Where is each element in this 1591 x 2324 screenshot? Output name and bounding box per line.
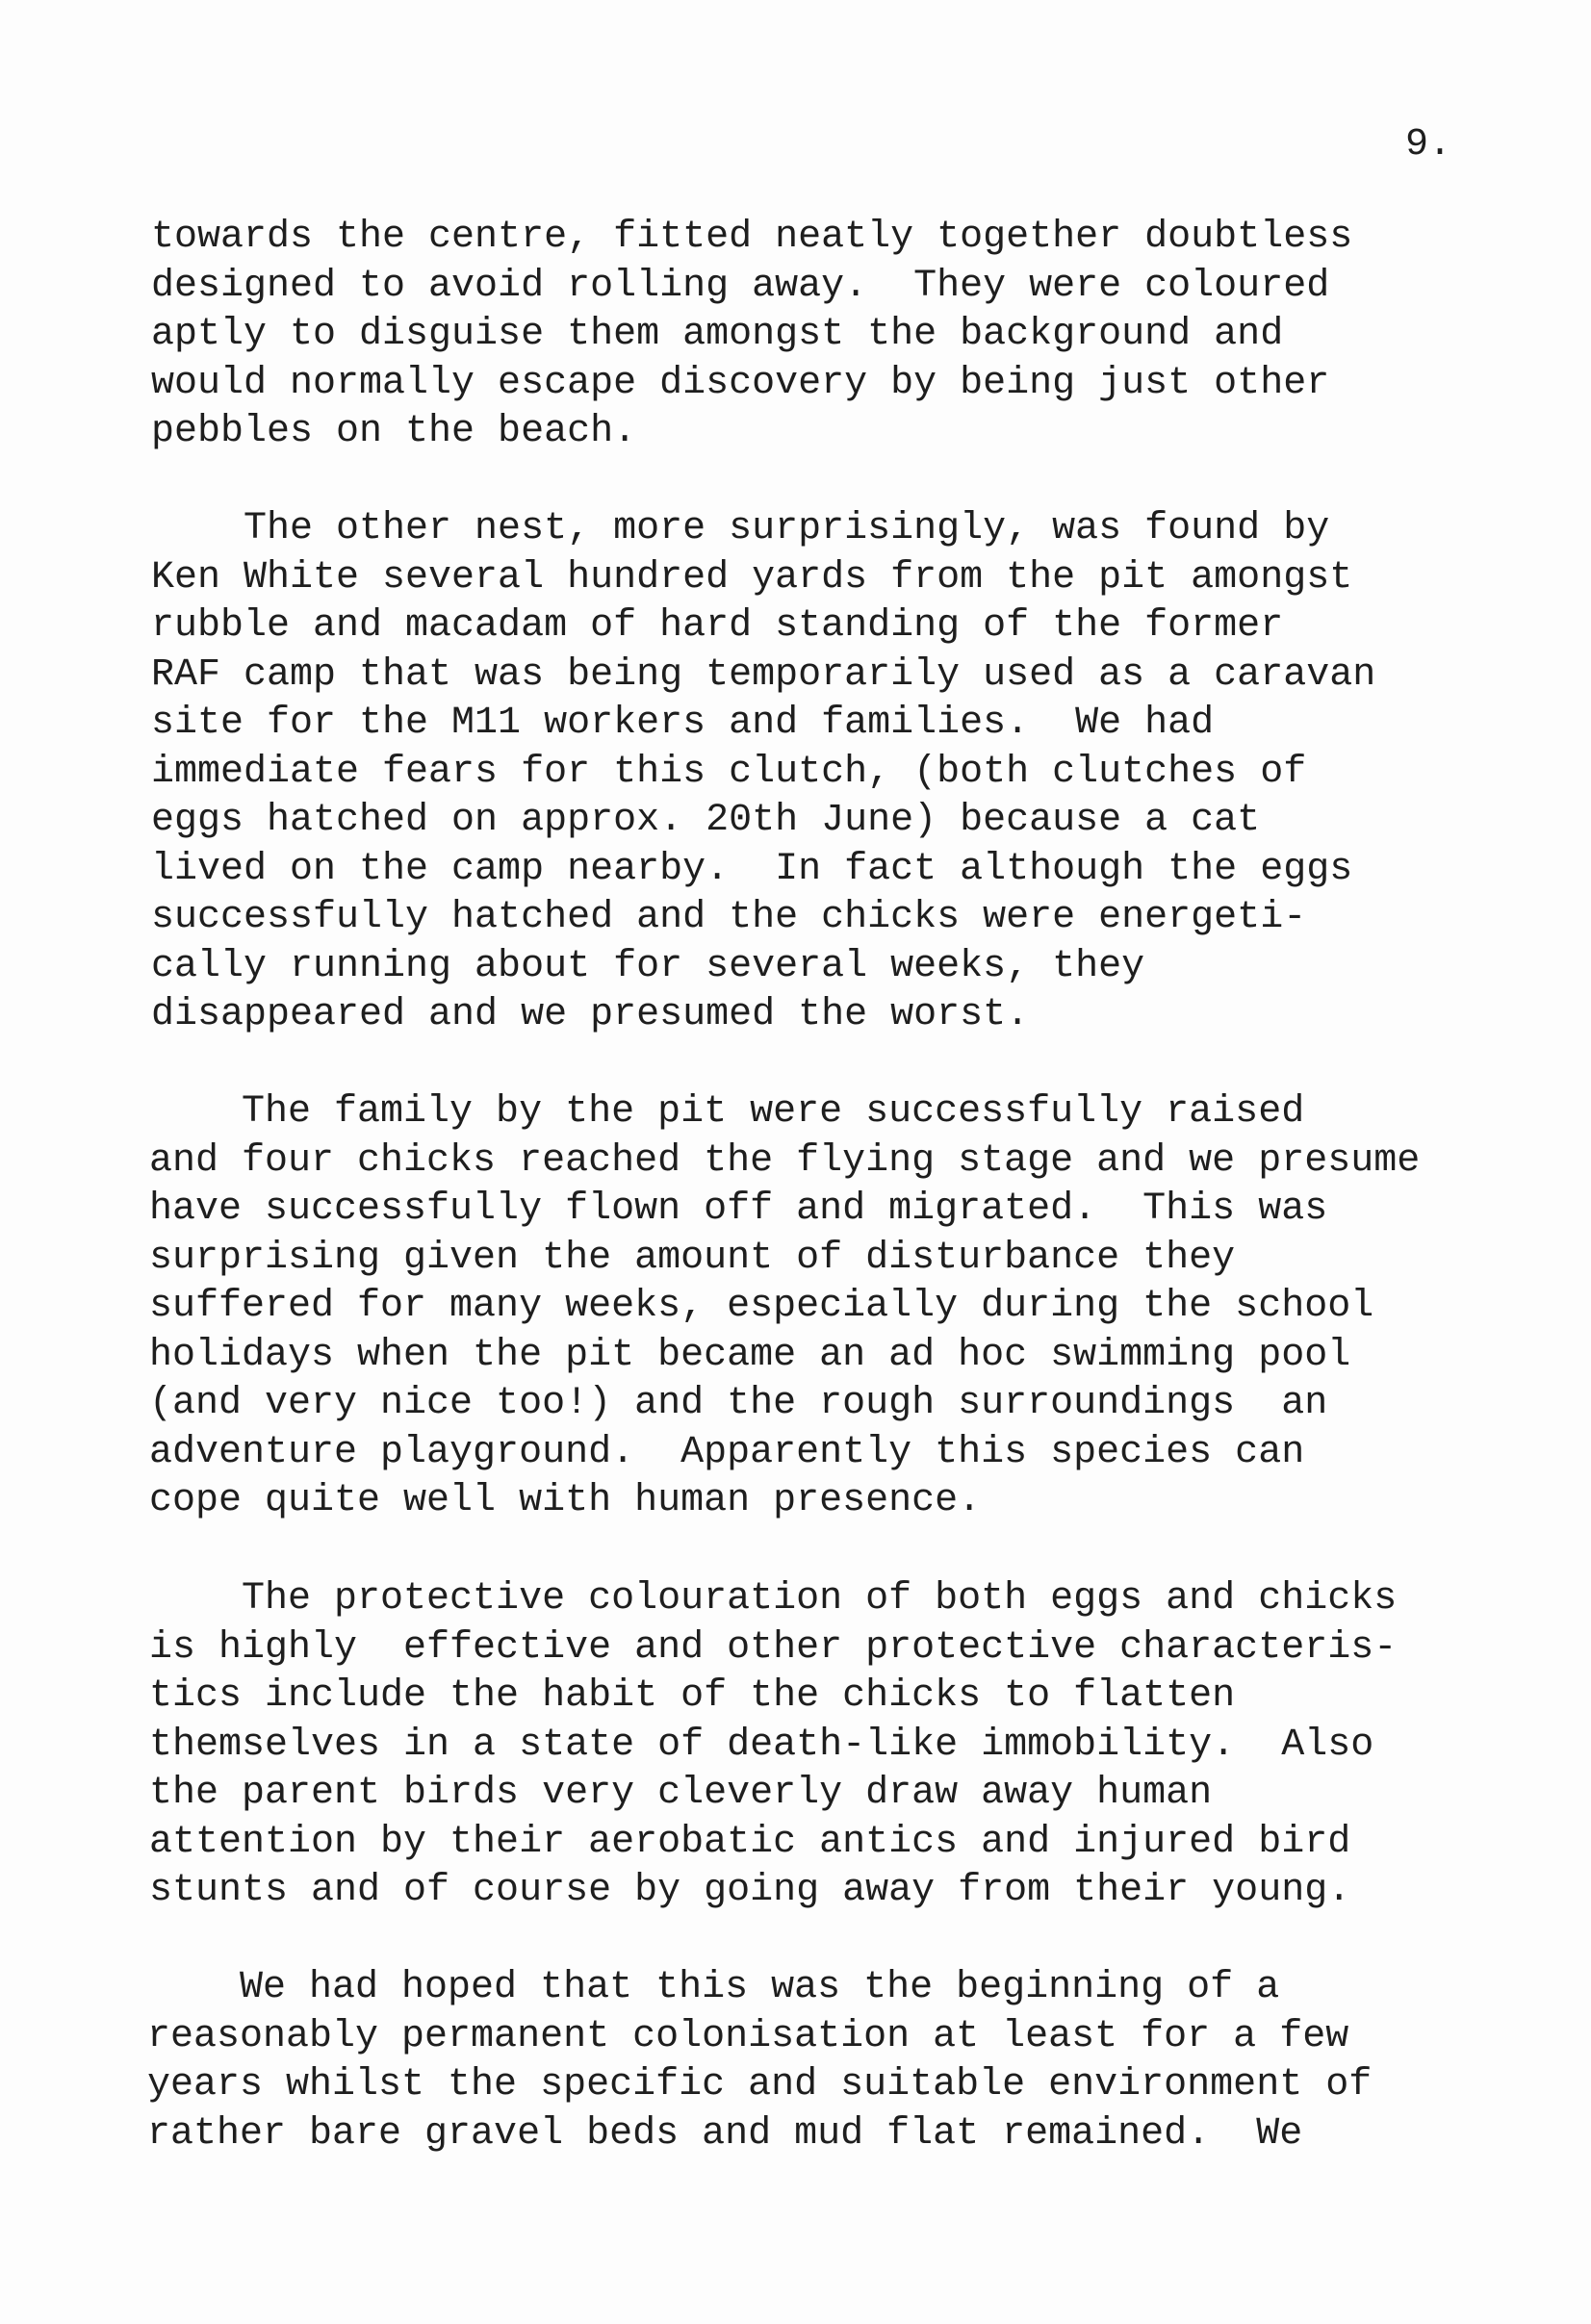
text-line: holidays when the pit became an ad hoc swimming pool (149, 1333, 1351, 1377)
text-line: have successfully flown off and migrated. This was (149, 1188, 1328, 1231)
text-line: reasonably permanent colonisation at least for a few (147, 2014, 1349, 2058)
text-line: themselves in a state of death-like immobility. Also (149, 1723, 1374, 1767)
text-line: surprising given the amount of disturbance they (149, 1236, 1236, 1280)
text-line: immediate fears for this clutch, (both clutches of (151, 750, 1307, 794)
text-line: lived on the camp nearby. In fact although the eggs (151, 847, 1353, 891)
text-line: eggs hatched on approx. 20th June) because a cat (151, 799, 1261, 842)
text-line: disappeared and we presumed the worst. (151, 993, 1030, 1036)
text-line: cally running about for several weeks, they (151, 944, 1145, 988)
text-line: the parent birds very cleverly draw away human (149, 1772, 1213, 1815)
text-line: pebbles on the beach. (151, 410, 637, 453)
text-line: rather bare gravel beds and mud flat remained. We (147, 2111, 1303, 2156)
paragraph-1 (151, 214, 1591, 457)
text-line: The other nest, more surprisingly, was found by (151, 507, 1330, 550)
text-line: towards the centre, fitted neatly together doubtless (151, 216, 1353, 259)
text-line: suffered for many weeks, especially during the school (149, 1285, 1374, 1328)
text-line: years whilst the specific and suitable environment of (147, 2063, 1373, 2107)
text-line: We had hoped that this was the beginning of a (147, 1966, 1280, 2009)
text-line: (and very nice too!) and the rough surroundings an (149, 1382, 1328, 1425)
text-line: RAF camp that was being temporarily used as a caravan (151, 652, 1376, 697)
text-line: rubble and macadam of hard standing of the former (151, 604, 1284, 648)
text-line: The family by the pit were successfully raised (149, 1090, 1305, 1134)
text-line: would normally escape discovery by being just other (151, 361, 1330, 405)
text-line: The protective colouration of both eggs and chicks (149, 1577, 1398, 1621)
text-line: adventure playground. Apparently this species can (149, 1430, 1305, 1474)
paragraph-2 (151, 505, 1591, 1040)
text-line: cope quite well with human presence. (149, 1479, 982, 1522)
text-line: Ken White several hundred yards from the pit amongst (151, 555, 1353, 600)
text-line: stunts and of course by going away from their young. (149, 1869, 1351, 1912)
text-line: successfully hatched and the chicks were energeti- (151, 896, 1307, 939)
paragraph-4 (149, 1575, 1591, 1916)
text-line: is highly effective and other protective characteris- (149, 1625, 1398, 1670)
paragraph-3 (149, 1088, 1591, 1526)
text-line: site for the M11 workers and families. We had (151, 702, 1215, 745)
text-line: designed to avoid rolling away. They were coloured (151, 264, 1330, 308)
text-line: and four chicks reached the flying stage and we presume (149, 1138, 1421, 1183)
page-number: 9. (1405, 123, 1452, 166)
text-line: tics include the habit of the chicks to flatten (149, 1674, 1236, 1718)
paragraph-5 (147, 1964, 1591, 2158)
text-line: attention by their aerobatic antics and injured bird (149, 1820, 1351, 1864)
text-line: aptly to disguise them amongst the background and (151, 313, 1284, 356)
